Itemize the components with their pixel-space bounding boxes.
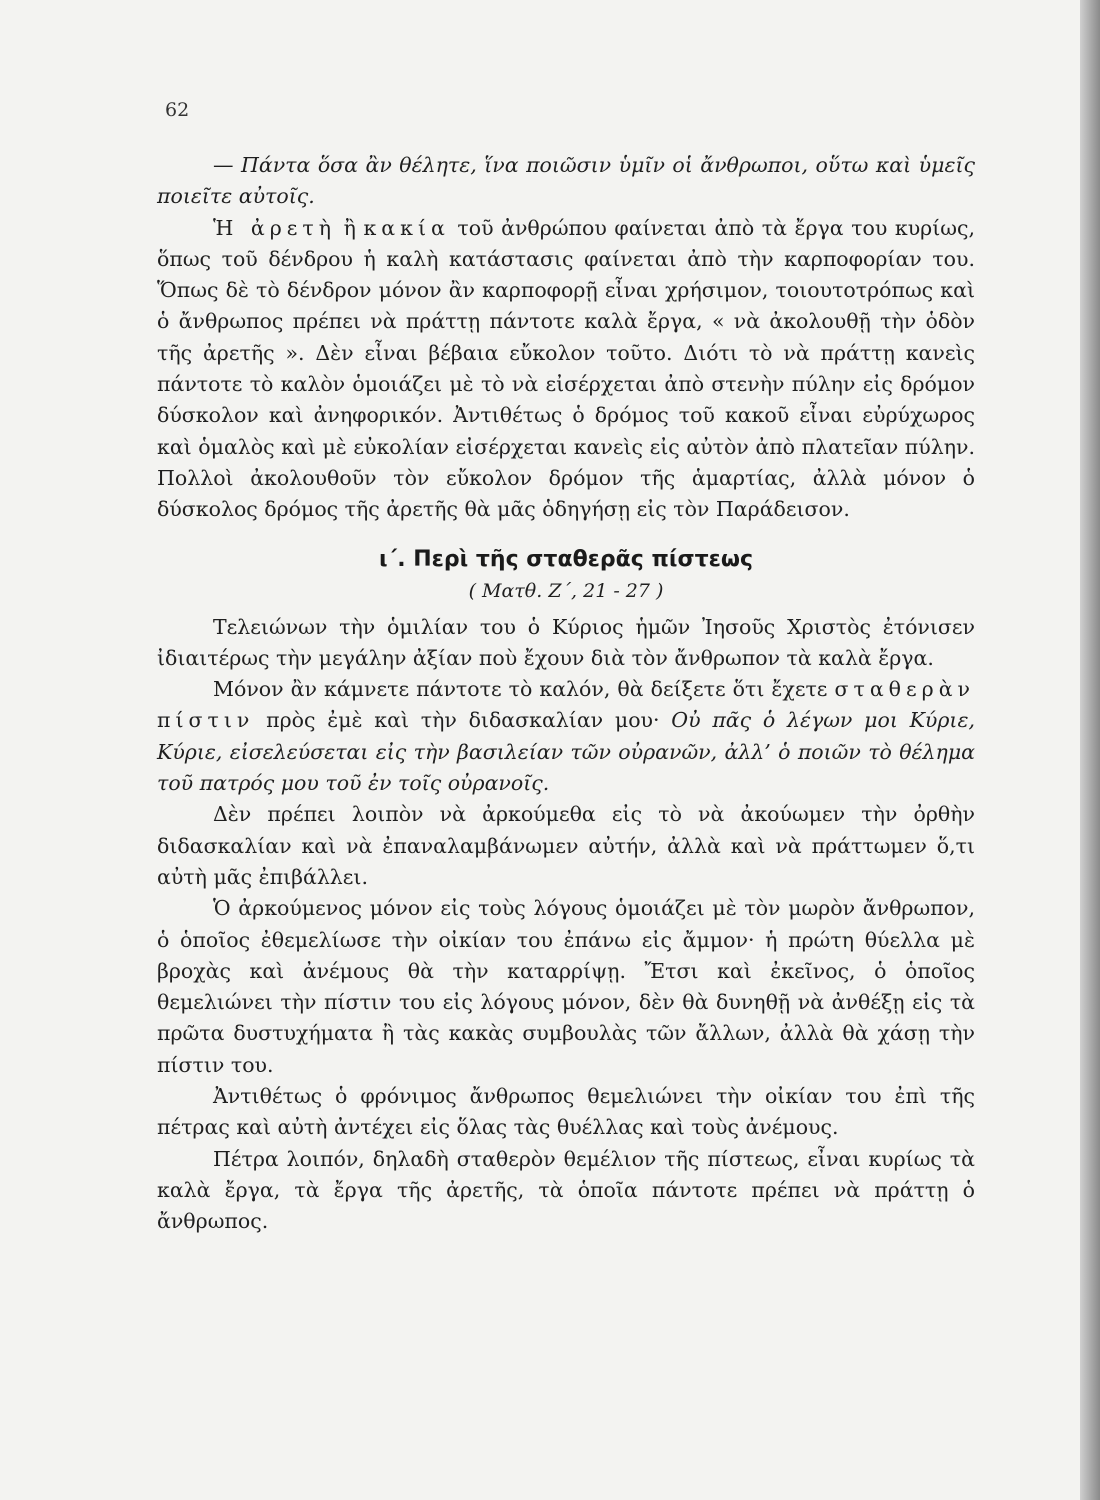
firm-faith-text-after: πρὸς ἐμὲ καὶ τὴν διδασκαλίαν μου·: [254, 708, 672, 733]
firm-faith-text-before: Μόνον ἂν κάμνετε πάντοτε τὸ καλόν, θὰ δείξετε ὅτι ἔχετε: [213, 677, 835, 702]
scripture-reference: ( Ματθ. Ζ΄, 21 - 27 ): [468, 579, 664, 602]
paragraph-virtue: [157, 213, 975, 526]
paragraph-teaching: Δὲν πρέπει λοιπὸν νὰ ἀρκούμεθα εἰς τὸ νὰ ἀκούωμεν τὴν ὀρθὴν διδασκαλίαν καὶ νὰ ἐπαναλαμβάνωμεν αὐτήν, ἀλλὰ καὶ νὰ πράττωμεν ὅ,τι αὐτὴ μᾶς ἐπιβάλλει.: [157, 802, 975, 889]
section-heading: ι΄. Περὶ τῆς σταθερᾶς πίστεως: [378, 546, 754, 572]
scripture-quote: Οὐ πᾶς ὁ λέγων μοι Κύριε, Κύριε, εἰσελεύσεται εἰς τὴν βασιλείαν τῶν οὐρανῶν, ἀλλ’ ὁ ποιῶν τὸ θέλημα τοῦ πατρός μου τοῦ ἐν τοῖς οὐρανοῖς.: [157, 708, 975, 796]
spaced-phrase-firm-faith: σταθερὰν πίστιν: [157, 677, 975, 733]
conjunction: ἢ: [336, 215, 364, 240]
quote-text: Πάντα ὅσα ἂν θέλητε, ἵνα ποιῶσιν ὑμῖν οἱ ἄνθρωποι, οὕτω καὶ ὑμεῖς ποιεῖτε αὐτοῖς.: [157, 153, 975, 209]
quote-paragraph: [157, 150, 975, 213]
book-edge: [1080, 0, 1100, 1500]
paragraph-wise-man: Ἀντιθέτως ὁ φρόνιμος ἄνθρωπος θεμελιώνει τὴν οἰκίαν του ἐπὶ τῆς πέτρας καὶ αὐτὴ ἀντέχει εἰς ὅλας τὰς θυέλλας καὶ τοὺς ἀνέμους.: [157, 1084, 975, 1140]
paragraph-intro: Τελειώνων τὴν ὁμιλίαν του ὁ Κύριος ἡμῶν Ἰησοῦς Χριστὸς ἐτόνισεν ἰδιαιτέρως τὴν μεγάλην ἀξίαν ποὺ ἔχουν διὰ τὸν ἄνθρωπον τὰ καλὰ ἔργα.: [157, 614, 975, 670]
paragraph-firm-faith: [157, 674, 975, 799]
paragraph-rock: Πέτρα λοιπόν, δηλαδὴ σταθερὸν θεμέλιον τῆς πίστεως, εἶναι κυρίως τὰ καλὰ ἔργα, τὰ ἔργα τῆς ἀρετῆς, τὰ ὁποῖα πάντοτε πρέπει νὰ πράττῃ ὁ ἄνθρωπος.: [157, 1146, 975, 1234]
page-body: [157, 150, 975, 1238]
spaced-word-virtue: Ἡ ἀρετὴ: [213, 215, 337, 240]
paragraph-foolish-man: Ὁ ἀρκούμενος μόνον εἰς τοὺς λόγους ὁμοιάζει μὲ τὸν μωρὸν ἄνθρωπον, ὁ ὁποῖος ἐθεμελίωσε τὴν οἰκίαν του ἐπάνω εἰς ἄμμον· ἡ πρώτη θύελλα μὲ βροχὰς καὶ ἀνέμους θὰ τὴν καταρρίψῃ. Ἔτσι καὶ ἐκεῖνος, ὁ ὁποῖος θεμελιώνει τὴν πίστιν του εἰς λόγους μόνον, δὲν θὰ δυνηθῇ νὰ ἀνθέξῃ εἰς τὰ πρῶτα δυστυχήματα ἢ τὰς κακὰς συμβουλὰς τῶν ἄλλων, ἀλλὰ θὰ χάσῃ τὴν πίστιν του.: [157, 896, 975, 1077]
quote-dash: —: [213, 153, 241, 177]
paragraph-virtue-text: τοῦ ἀνθρώπου φαίνεται ἀπὸ τὰ ἔργα του κυρίως, ὅπως τοῦ δένδρου ἡ καλὴ κατάστασις φαίνεται ἀπὸ τὴν καρποφορίαν του. Ὅπως δὲ τὸ δένδρον μόνον ἂν καρποφορῇ εἶναι χρήσιμον, τοιουτοτρόπως καὶ ὁ ἄνθρωπος πρέπει νὰ πράττῃ πάντοτε καλὰ ἔργα, « νὰ ἀκολουθῇ τὴν ὁδὸν τῆς ἀρετῆς ». Δὲν εἶναι βέβαια εὔκολον τοῦτο. Διότι τὸ νὰ πράττῃ κανεὶς πάντοτε τὸ καλὸν ὁμοιάζει μὲ τὸ νὰ εἰσέρχεται ἀπὸ στενὴν πύλην εἰς δρόμον δύσκολον καὶ ἀνηφορικόν. Ἀντιθέτως ὁ δρόμος τοῦ κακοῦ εἶναι εὐρύχωρος καὶ ὁμαλὸς καὶ μὲ εὐκολίαν εἰσέρχεται κανεὶς εἰς αὐτὸν ἀπὸ πλατεῖαν πύλην. Πολλοὶ ἀκολουθοῦν τὸν εὔκολον δρόμον τῆς ἁμαρτίας, ἀλλὰ μόνον ὁ δύσκολος δρόμος τῆς ἀρετῆς θὰ μᾶς ὁδηγήσῃ εἰς τὸν Παράδεισον.: [157, 215, 975, 522]
page-number: 62: [165, 99, 190, 121]
spaced-word-vice: κακία: [363, 215, 450, 240]
